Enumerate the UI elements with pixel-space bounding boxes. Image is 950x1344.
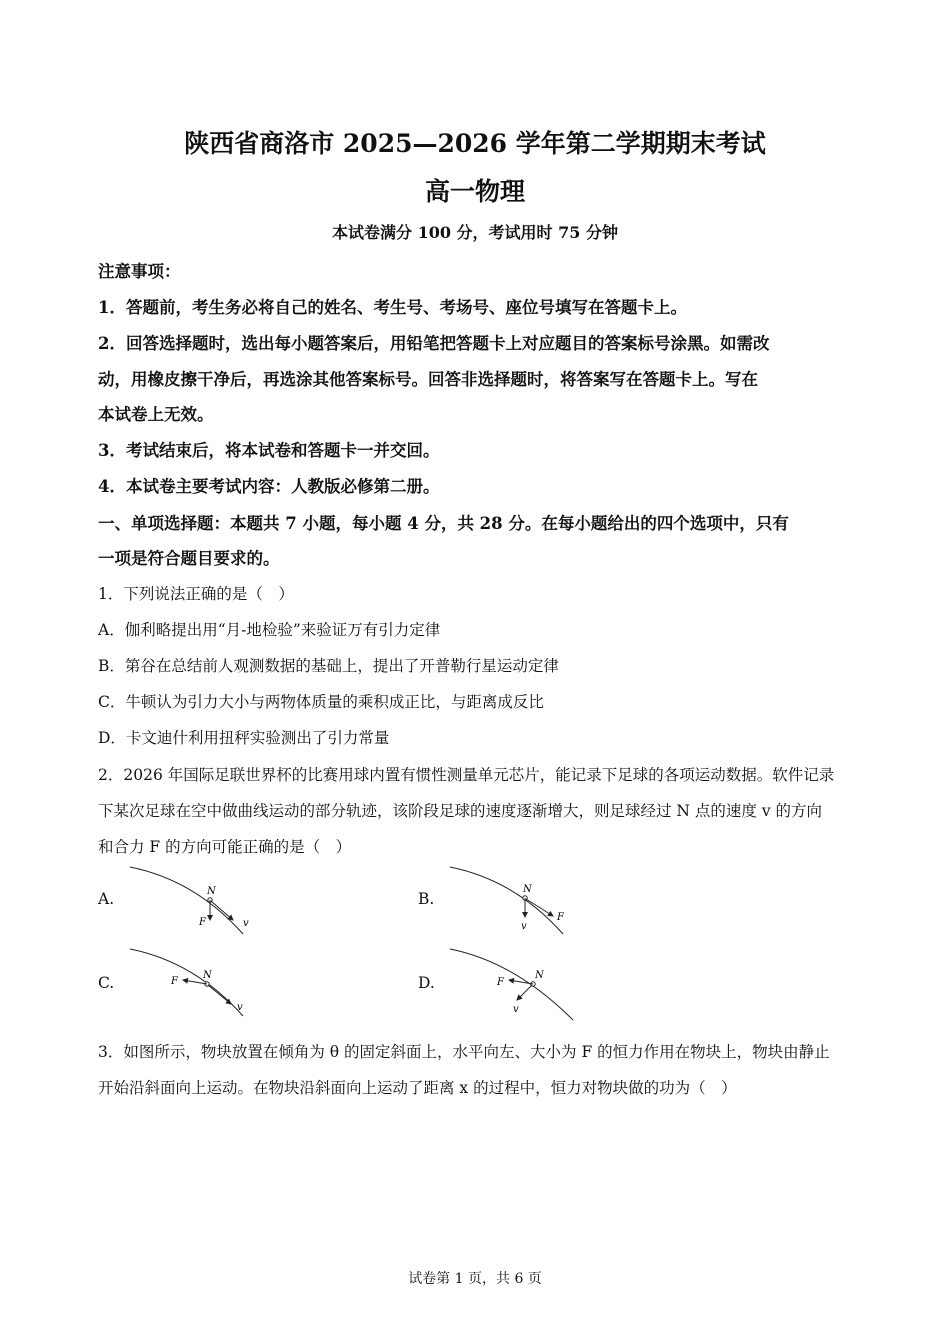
question-3-line: 开始沿斜面向上运动。在物块沿斜面向上运动了距离 x 的过程中，恒力对物块做的功为（ ） xyxy=(98,1079,737,1097)
section-heading: 一、单项选择题：本题共 7 小题，每小题 4 分，共 28 分。在每小题给出的四个选项中，只有 xyxy=(98,514,789,533)
notice-line: 1．答题前，考生务必将自己的姓名、考生号、考场号、座位号填写在答题卡上。 xyxy=(98,298,687,317)
question-2-option-b-label: B. xyxy=(418,890,435,908)
question-1-stem: 1．下列说法正确的是（ ） xyxy=(98,585,294,603)
trajectory-diagram-b xyxy=(445,862,585,942)
notice-line: 本试卷上无效。 xyxy=(98,405,214,424)
label-n: N xyxy=(203,970,212,981)
force-arrow xyxy=(509,980,533,984)
question-2-line: 2．2026 年国际足联世界杯的比赛用球内置有惯性测量单元芯片，能记录下足球的各项运动数据。软件记录 xyxy=(98,766,835,784)
trajectory-diagram-d xyxy=(445,944,585,1024)
trajectory-curve xyxy=(130,867,243,934)
exam-title: 陕西省商洛市 2025—2026 学年第二学期期末考试 xyxy=(184,129,766,158)
notice-heading: 注意事项： xyxy=(98,262,181,281)
label-n: N xyxy=(535,970,544,981)
question-1-option-b: B．第谷在总结前人观测数据的基础上，提出了开普勒行星运动定律 xyxy=(98,657,559,675)
velocity-arrow xyxy=(208,985,231,1004)
page-footer: 试卷第 1 页，共 6 页 xyxy=(408,1271,542,1287)
question-2-option-a-label: A. xyxy=(98,890,115,908)
label-f: F xyxy=(497,977,504,988)
label-f: F xyxy=(171,976,178,987)
label-v: v xyxy=(243,918,249,929)
trajectory-diagram-a xyxy=(125,862,265,942)
label-v: v xyxy=(513,1004,519,1015)
trajectory-diagram-c xyxy=(125,944,265,1024)
notice-line: 3．考试结束后，将本试卷和答题卡一并交回。 xyxy=(98,441,440,460)
label-f: F xyxy=(199,917,206,928)
section-heading: 一项是符合题目要求的。 xyxy=(98,549,280,568)
question-2-line: 下某次足球在空中做曲线运动的部分轨迹，该阶段足球的速度逐渐增大，则足球经过 N 点的速度 v 的方向 xyxy=(98,802,823,820)
trajectory-curve xyxy=(450,949,573,1020)
velocity-arrow xyxy=(211,901,233,920)
label-n: N xyxy=(207,886,216,897)
subject-title: 高一物理 xyxy=(424,177,525,206)
label-v: v xyxy=(521,921,527,932)
question-1-option-a: A．伽利略提出用“月-地检验”来验证万有引力定律 xyxy=(98,621,441,639)
notice-line: 2．回答选择题时，选出每小题答案后，用铅笔把答题卡上对应题目的答案标号涂黑。如需改 xyxy=(98,334,770,353)
force-arrow xyxy=(526,899,553,916)
trajectory-curve xyxy=(450,867,563,934)
notice-line: 4．本试卷主要考试内容：人教版必修第二册。 xyxy=(98,477,440,496)
score-time-note: 本试卷满分 100 分，考试用时 75 分钟 xyxy=(332,223,618,242)
question-3-line: 3．如图所示，物块放置在倾角为 θ 的固定斜面上，水平向左、大小为 F 的恒力作用在物块上，物块由静止 xyxy=(98,1043,830,1061)
question-1-option-c: C．牛顿认为引力大小与两物体质量的乘积成正比，与距离成反比 xyxy=(98,693,544,711)
question-2-option-c-label: C. xyxy=(98,974,115,992)
label-n: N xyxy=(523,884,532,895)
label-v: v xyxy=(237,1002,243,1013)
velocity-arrow xyxy=(517,985,532,1000)
trajectory-curve xyxy=(130,949,243,1016)
notice-line: 动，用橡皮擦干净后，再选涂其他答案标号。回答非选择题时，将答案写在答题卡上。写在 xyxy=(98,370,758,389)
question-1-option-d: D．卡文迪什利用扭秤实验测出了引力常量 xyxy=(98,729,390,747)
question-2-line: 和合力 F 的方向可能正确的是（ ） xyxy=(98,838,352,856)
question-2-option-d-label: D. xyxy=(418,974,435,992)
label-f: F xyxy=(557,912,564,923)
